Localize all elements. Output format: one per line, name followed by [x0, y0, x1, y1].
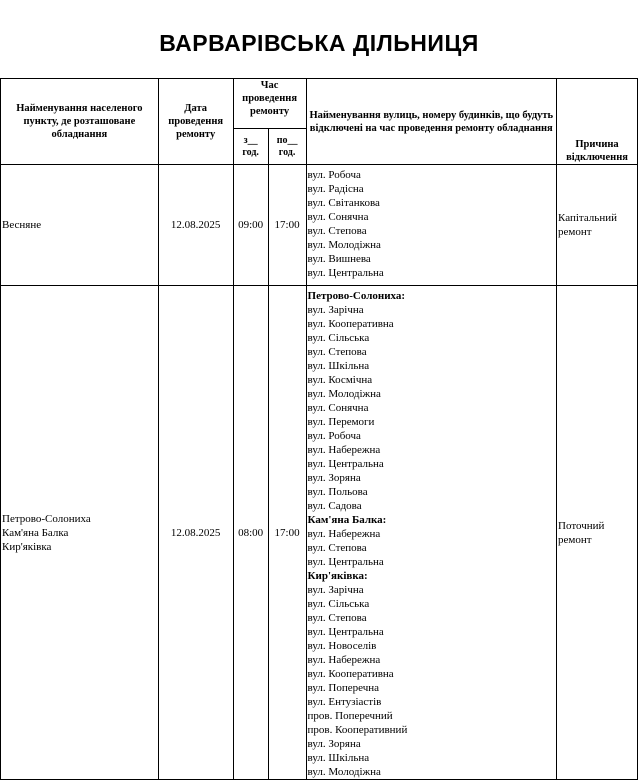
header-reason: Причина відключення	[557, 129, 638, 165]
street-item: вул. Центральна	[307, 556, 384, 568]
date-cell: 12.08.2025	[158, 165, 233, 286]
street-item: вул. Молодіжна	[307, 766, 381, 778]
to-time-cell: 17:00	[268, 165, 306, 286]
street-item: вул. Перемоги	[307, 416, 375, 428]
table-row	[1, 165, 638, 286]
street-item: вул. Сільська	[307, 332, 370, 344]
group-heading: Петрово-Солониха:	[307, 290, 406, 302]
header-streets: Найменування вулиць, номеру будинків, що будуть відключені на час проведення ремонту обладнання	[306, 79, 556, 165]
street-item: вул. Шкільна	[307, 752, 370, 764]
street-item: вул. Кооперативна	[307, 318, 394, 330]
header-reason-top	[557, 79, 638, 129]
street-item: вул. Степова	[307, 542, 367, 554]
street-item: вул. Шкільна	[307, 360, 370, 372]
street-item: вул. Садова	[307, 500, 362, 512]
header-from: з__ год.	[233, 129, 268, 165]
street-item: вул. Набережна	[307, 654, 381, 666]
streets-cell	[306, 165, 556, 286]
street-item: вул. Степова	[307, 346, 367, 358]
street-item: вул. Сонячна	[307, 402, 369, 414]
streets-cell	[306, 286, 556, 780]
street-item: вул. Ентузіастів	[307, 696, 382, 708]
street-item: вул. Радісна	[307, 183, 364, 195]
street-item: вул. Центральна	[307, 458, 384, 470]
street-item: вул. Набережна	[307, 528, 381, 540]
to-time-cell: 17:00	[268, 286, 306, 780]
street-item: пров. Кооперативний	[307, 724, 408, 736]
street-item: вул. Зарічна	[307, 584, 364, 596]
street-item: вул. Новоселів	[307, 640, 377, 652]
header-time: Час проведення ремонту	[233, 79, 306, 129]
street-item: вул. Поперечна	[307, 682, 379, 694]
street-item: вул. Зоряна	[307, 738, 361, 750]
settlement-line: Кир'яківка	[2, 540, 52, 553]
street-item: вул. Космічна	[307, 374, 373, 386]
street-item: вул. Світанкова	[307, 197, 380, 209]
street-item: вул. Степова	[307, 225, 367, 237]
street-item: вул. Набережна	[307, 444, 381, 456]
street-item: вул. Польова	[307, 486, 368, 498]
settlement-cell	[1, 286, 159, 780]
header-to: по__ год.	[268, 129, 306, 165]
settlement-cell: Весняне	[1, 165, 159, 286]
settlement-line: Петрово-Солониха	[2, 512, 91, 525]
reason-cell: Капітальний ремонт	[557, 165, 638, 286]
outage-table	[0, 78, 638, 780]
from-time-cell: 09:00	[233, 165, 268, 286]
street-item: вул. Молодіжна	[307, 239, 381, 251]
street-item: вул. Зарічна	[307, 304, 364, 316]
settlement-line: Кам'яна Балка	[2, 526, 69, 539]
street-item: вул. Центральна	[307, 626, 384, 638]
reason-cell: Поточний ремонт	[557, 286, 638, 780]
street-item: вул. Вишнева	[307, 253, 371, 265]
group-heading: Кир'яківка:	[307, 570, 368, 582]
street-item: вул. Молодіжна	[307, 388, 381, 400]
street-item: вул. Кооперативна	[307, 668, 394, 680]
street-item: вул. Центральна	[307, 267, 384, 279]
street-item: вул. Степова	[307, 612, 367, 624]
street-item: вул. Робоча	[307, 169, 361, 181]
date-cell: 12.08.2025	[158, 286, 233, 780]
header-settlement: Найменування населеного пункту, де розташоване обладнання	[1, 79, 159, 165]
street-item: вул. Сільська	[307, 598, 370, 610]
group-heading: Кам'яна Балка:	[307, 514, 387, 526]
street-item: пров. Поперечний	[307, 710, 393, 722]
from-time-cell: 08:00	[233, 286, 268, 780]
street-item: вул. Робоча	[307, 430, 361, 442]
table-row	[1, 286, 638, 780]
street-item: вул. Зоряна	[307, 472, 361, 484]
page-title: ВАРВАРІВСЬКА ДІЛЬНИЦЯ	[159, 30, 479, 56]
header-date: Дата проведення ремонту	[158, 79, 233, 165]
street-item: вул. Сонячна	[307, 211, 369, 223]
